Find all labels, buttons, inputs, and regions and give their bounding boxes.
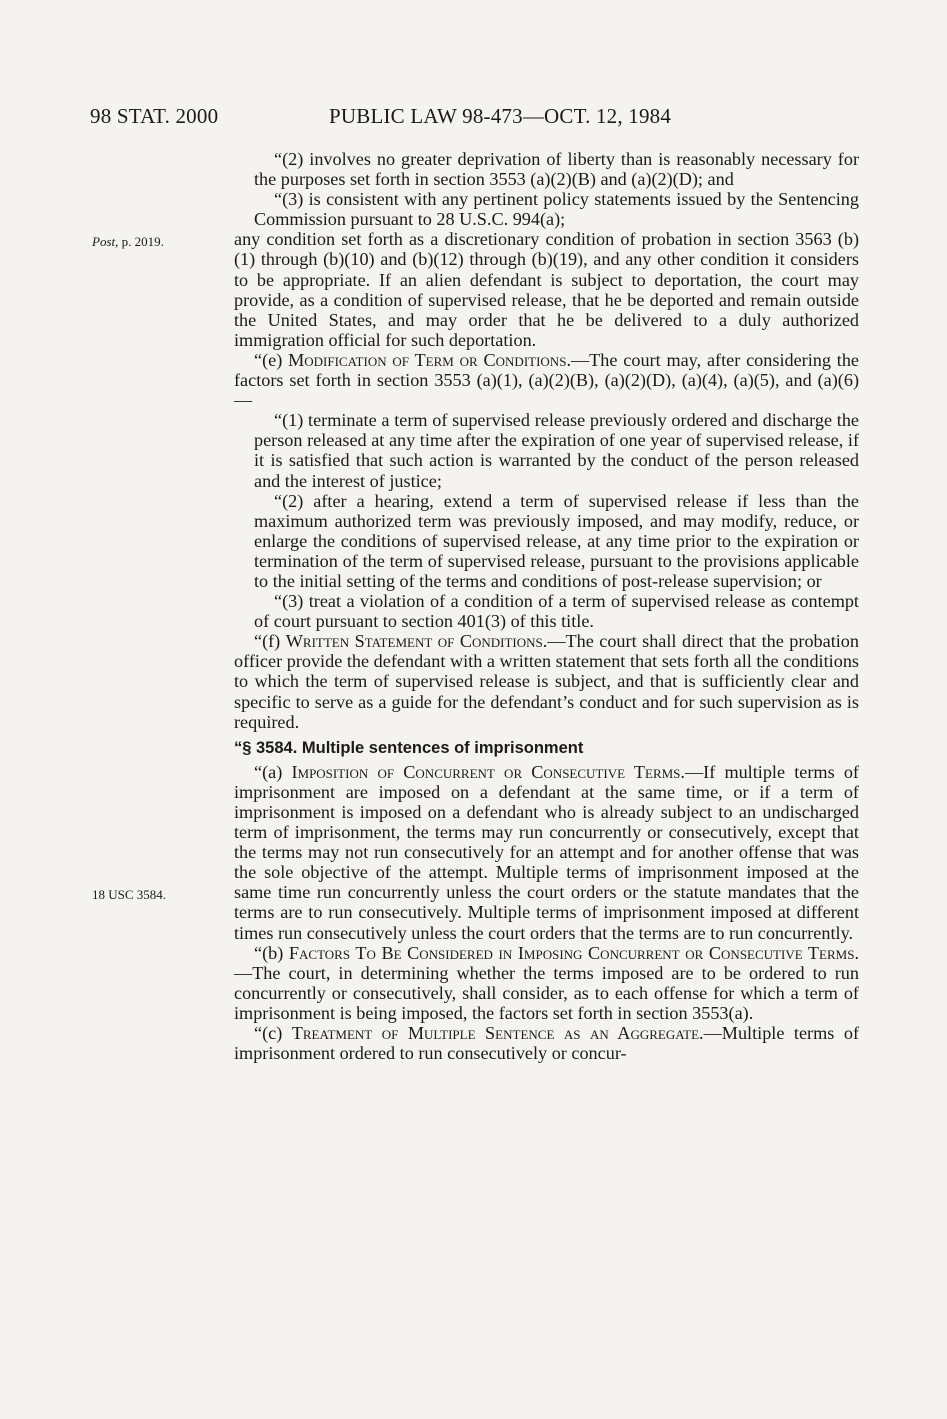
subsection-f: “(f) Written Statement of Conditions.—The court shall direct that the probation officer provide the defendant with a written statement that sets forth all the conditions to which the term of supervised release is subject, and that is sufficiently clear and specific to serve as a guide for the defendant’s conduct and for such supervision as is required. <box>234 631 859 732</box>
paragraph-d2: “(2) involves no greater deprivation of liberty than is reasonably necessary for the purposes set forth in section 3553 (a)(2)(B) and (a)(2)(D); and <box>254 149 859 190</box>
subsection-a: “(a) Imposition of Concurrent or Consecutive Terms.—If multiple terms of imprisonment are imposed on a defendant at the same time, or if a term of imprisonment is imposed on a defendant who is already subject to an undischarged term of imprisonment, the terms may run concurrently or consecutively, except that the terms may not run consecutively for an attempt and for another offense that was the sole objective of the attempt. Multiple terms of imprisonment imposed at the same time run concurrently unless the court orders or the statute mandates that the terms are to run consecutively. Multiple terms of imprisonment imposed at different times run consecutively unless the court orders that the terms are to run concurrently. <box>234 761 859 943</box>
section-heading: “§ 3584. Multiple sentences of imprisonment <box>234 738 584 757</box>
subsection-e-heading: Modification of Term or Conditions <box>288 349 567 370</box>
paragraph-d3: “(3) is consistent with any pertinent policy statements issued by the Sentencing Commission pursuant to 28 U.S.C. 994(a); <box>254 189 859 230</box>
paragraph-e2: “(2) after a hearing, extend a term of supervised release if less than the maximum authorized term was previously imposed, and may modify, reduce, or enlarge the conditions of supervised release, at any time prior to the expiration or termination of the term of supervised release, pursuant to the provisions applicable to the initial setting of the terms and conditions of post-release supervision; or <box>254 490 859 591</box>
subsection-c-heading: Treatment of Multiple Sentence as an Aggregate <box>291 1023 700 1044</box>
paragraph-d-continuation: any condition set forth as a discretionary condition of probation in section 3563 (b)(1) through (b)(10) and (b)(12) through (b)(19), and any other condition it considers to be appropriate. If an alien defendant is subject to deportation, the court may provide, as a condition of supervised release, that he be deported and remain outside the United States, and may order that he be delivered to a duly authorized immigration official for such deportation. <box>234 229 859 350</box>
subsection-f-heading: Written Statement of Conditions <box>285 631 543 652</box>
subsection-a-heading: Imposition of Concurrent or Consecutive Terms <box>291 761 681 782</box>
margin-note-usc: 18 USC 3584. <box>92 887 167 902</box>
body-text <box>234 149 859 1063</box>
running-header: PUBLIC LAW 98-473—OCT. 12, 1984 <box>329 104 672 128</box>
subsection-e: “(e) Modification of Term or Conditions.—The court may, after considering the factors set forth in section 3553 (a)(1), (a)(2)(B), (a)(2)(D), (a)(4), (a)(5), and (a)(6)— <box>234 349 860 411</box>
subsection-c: “(c) Treatment of Multiple Sentence as an Aggregate.—Multiple terms of imprisonment ordered to run consecutively or concur- <box>234 1023 860 1064</box>
paragraph-e1: “(1) terminate a term of supervised release previously ordered and discharge the person released at any time after the expiration of one year of supervised release, if it is satisfied that such action is warranted by the conduct of the person released and the interest of justice; <box>254 410 859 491</box>
paragraph-e3: “(3) treat a violation of a condition of a term of supervised release as contempt of court pursuant to section 401(3) of this title. <box>254 591 859 632</box>
margin-note-post: Post, p. 2019. <box>92 234 164 249</box>
subsection-b-heading: Factors To Be Considered in Imposing Concurrent or Consecutive Terms <box>288 942 855 963</box>
page-number-header: 98 STAT. 2000 <box>90 104 219 128</box>
subsection-b: “(b) Factors To Be Considered in Imposing Concurrent or Consecutive Terms.—The court, in determining whether the terms imposed are to be ordered to run concurrently or consecutively, shall consider, as to each offense for which a term of imprisonment is being imposed, the factors set forth in section 3553(a). <box>234 942 859 1023</box>
